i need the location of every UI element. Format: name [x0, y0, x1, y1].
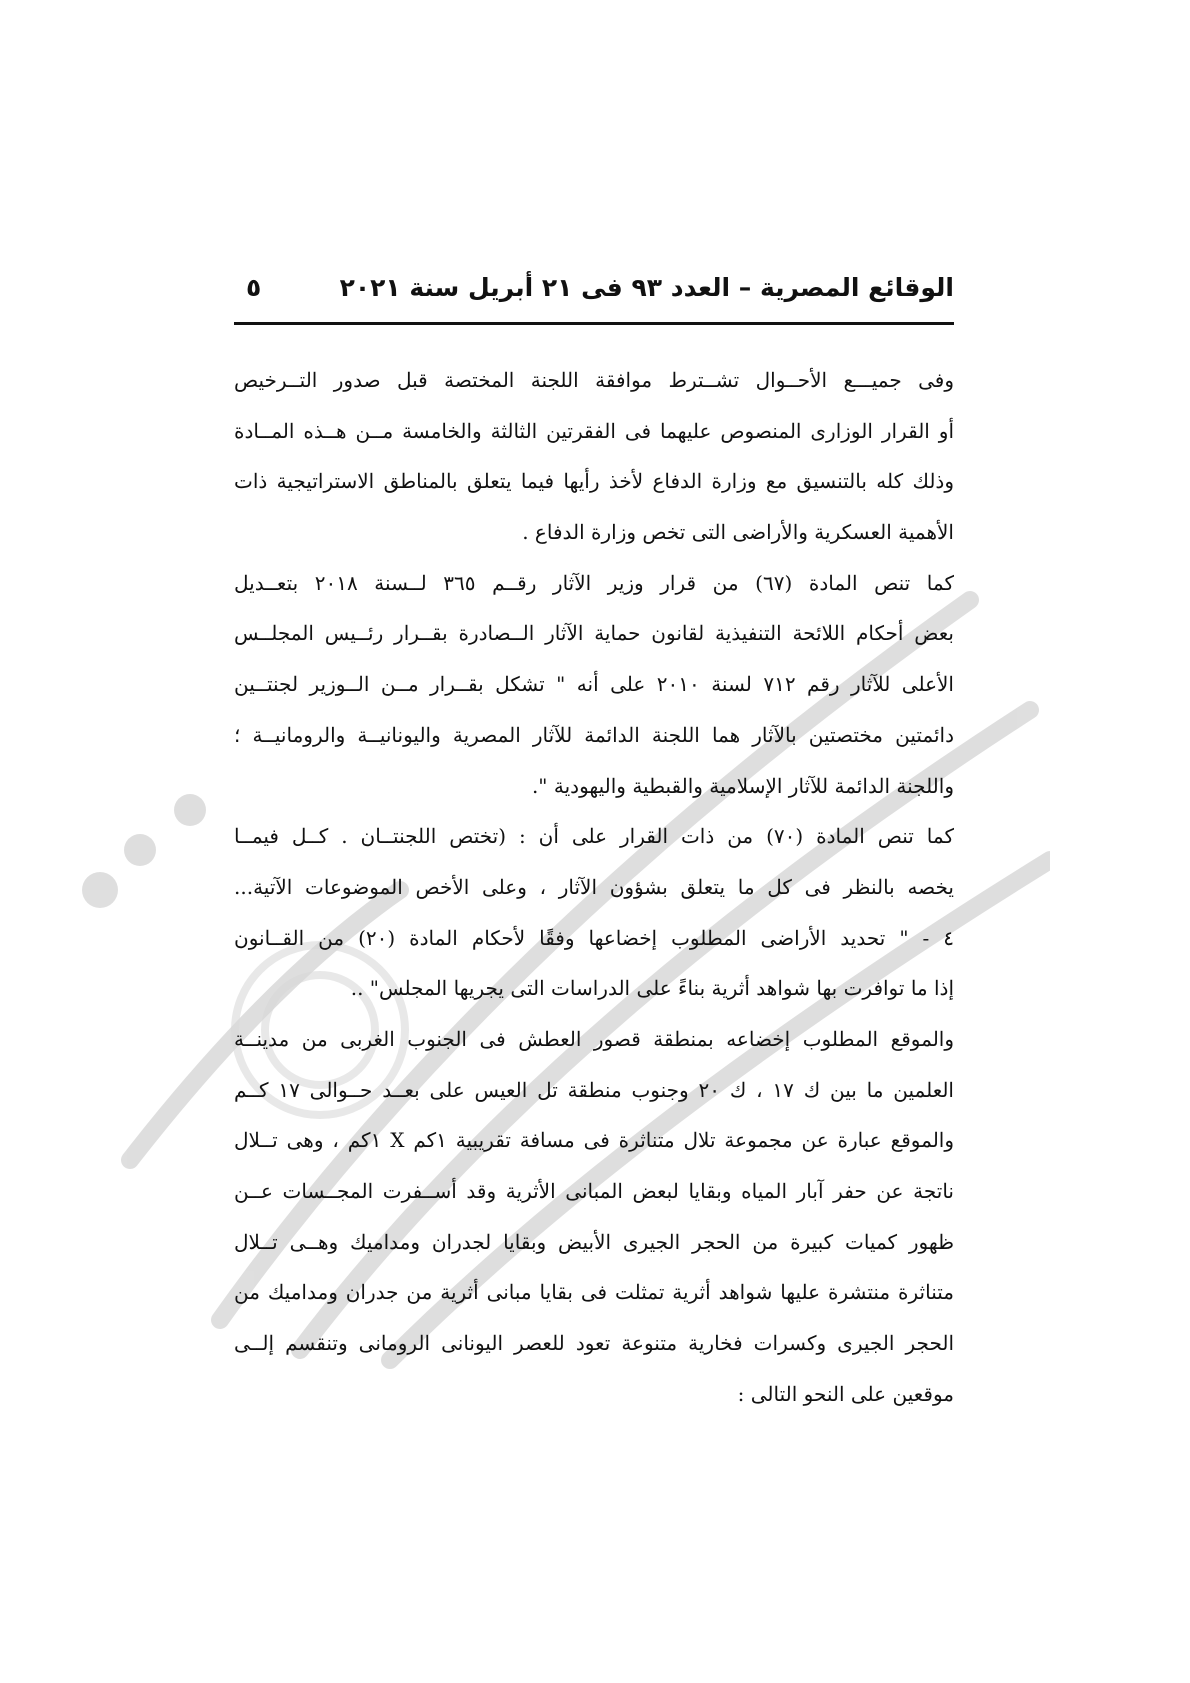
header-divider [234, 322, 954, 325]
text-line: أو القرار الوزارى المنصوص عليهما فى الفقرتين الثالثة والخامسة مــن هــذه المــادة [234, 418, 954, 443]
text-line: العلمين ما بين ك ١٧ ، ك ٢٠ وجنوب منطقة تل العيس على بعــد حــوالى ١٧ كــم [234, 1077, 954, 1102]
text-line: واللجنة الدائمة للآثار الإسلامية والقبطية واليهودية ". [531, 773, 954, 798]
text-line: الأعلى للآثار رقم ٧١٢ لسنة ٢٠١٠ على أنه " تشكل بقــرار مــن الــوزير لجنتــين [234, 672, 954, 697]
text-line: كما تنص المادة (٧٠) من ذات القرار على أن : (تختص اللجنتــان . كــل فيمــا [234, 824, 954, 849]
text-line: يخصه بالنظر فى كل ما يتعلق بشؤون الآثار ، وعلى الأخص الموضوعات الآتية... [234, 874, 954, 899]
text-line: ظهور كميات كبيرة من الحجر الجيرى الأبيض وبقايا لجدران ومداميك وهــى تــلال [234, 1229, 954, 1254]
text-line: وذلك كله بالتنسيق مع وزارة الدفاع لأخذ رأيها فيما يتعلق بالمناطق الاستراتيجية ذات [234, 469, 954, 494]
text-line: والموقع المطلوب إخضاعه بمنطقة قصور العطش فى الجنوب الغربى من مدينــة [234, 1026, 954, 1051]
text-line: الحجر الجيرى وكسرات فخارية متنوعة تعود للعصر اليونانى الرومانى وتنقسم إلــى [234, 1331, 954, 1356]
text-line: وفى جميـــع الأحــوال تشــترط موافقة اللجنة المختصة قبل صدور التــرخيص [234, 368, 954, 392]
text-line: بعض أحكام اللائحة التنفيذية لقانون حماية الآثار الــصادرة بقــرار رئــيس المجلــس [234, 621, 954, 646]
text-line: كما تنص المادة (٦٧) من قرار وزير الآثار رقــم ٣٦٥ لــسنة ٢٠١٨ بتعــديل [234, 570, 954, 595]
text-line: إذا ما توافرت بها شواهد أثرية بناءً على الدراسات التى يجريها المجلس" .. [350, 976, 954, 1001]
gazette-header-title: الوقائع المصرية – العدد ٩٣ فى ٢١ أبريل سنة ٢٠٢١ [339, 273, 954, 302]
text-line: متناثرة منتشرة عليها شواهد أثرية تمثلت فى بقايا مبانى أثرية من جدران ومداميك من [234, 1280, 954, 1305]
document-body [234, 355, 954, 1419]
page-header [234, 270, 954, 326]
text-line: دائمتين مختصتين بالآثار هما اللجنة الدائمة للآثار المصرية واليونانيــة والرومانيــة ؛ [234, 722, 954, 747]
text-line: والموقع عبارة عن مجموعة تلال متناثرة فى مسافة تقريبية ١كم X ١كم ، وهى تــلال [234, 1128, 954, 1153]
text-line: ٤ - " تحديد الأراضى المطلوب إخضاعها وفقًا لأحكام المادة (٢٠) من القــانون [234, 925, 954, 950]
page-number: ٥ [246, 273, 262, 302]
text-line: الأهمية العسكرية والأراضى التى تخص وزارة الدفاع . [522, 520, 954, 545]
text-line: موقعين على النحو التالى : [737, 1381, 954, 1406]
text-line: ناتجة عن حفر آبار المياه وبقايا لبعض المبانى الأثرية وقد أســفرت المجــسات عــن [234, 1179, 954, 1203]
